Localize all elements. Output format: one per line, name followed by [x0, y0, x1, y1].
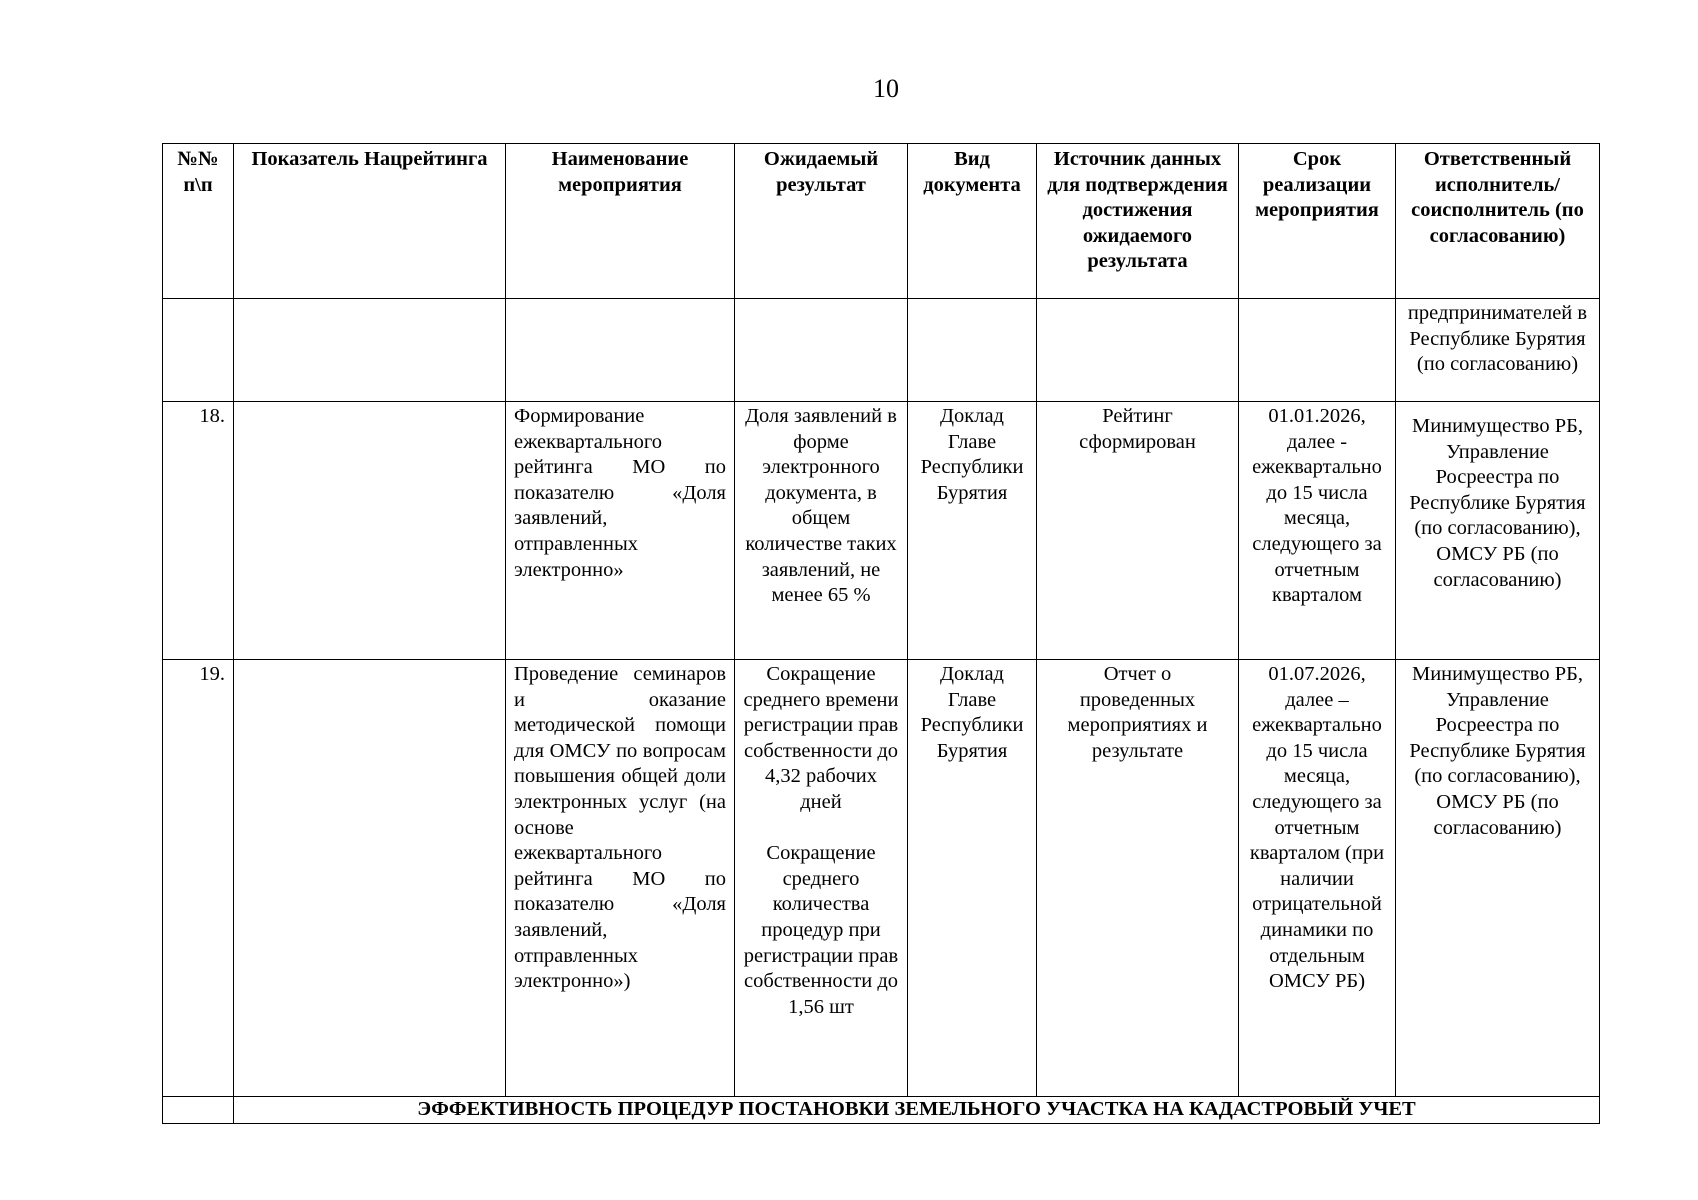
- row-responsible: Минимущество РБ, Управление Росреестра по Республике Бурятия (по согласованию), ОМСУ РБ (по согласованию): [1396, 402, 1600, 660]
- header-deadline: Срок реализации мероприятия: [1239, 144, 1396, 299]
- row-responsible: Минимущество РБ, Управление Росреестра по Республике Бурятия (по согласованию), ОМСУ РБ (по согласованию): [1396, 660, 1600, 1097]
- row-indicator: [234, 402, 506, 660]
- row-number: 18.: [163, 402, 234, 660]
- header-doc-type: Вид документа: [908, 144, 1037, 299]
- row-source: Рейтинг сформирован: [1037, 402, 1239, 660]
- header-result: Ожидаемый результат: [735, 144, 908, 299]
- row-doc-type: Доклад Главе Республики Бурятия: [908, 402, 1037, 660]
- row-result-item: Сокращение среднего времени регистрации прав собственности до 4,32 рабочих дней: [743, 663, 899, 813]
- row-indicator: [234, 660, 506, 1097]
- row-result: [735, 660, 908, 1097]
- row-deadline: 01.07.2026, далее – ежеквартально до 15 числа месяца, следующего за отчетным кварталом (при наличии отрицательной динамики по отдельным ОМСУ РБ): [1239, 660, 1396, 1097]
- header-source: Источник данных для подтверждения достижения ожидаемого результата: [1037, 144, 1239, 299]
- row-result: [735, 402, 908, 660]
- section-row: [163, 1097, 1600, 1124]
- row-event: Формирование ежеквартального рейтинга МО по показателю «Доля заявлений, отправленных электронно»: [506, 402, 735, 660]
- header-indicator: Показатель Нацрейтинга: [234, 144, 506, 299]
- section-title: ЭФФЕКТИВНОСТЬ ПРОЦЕДУР ПОСТАНОВКИ ЗЕМЕЛЬНОГО УЧАСТКА НА КАДАСТРОВЫЙ УЧЕТ: [234, 1097, 1600, 1124]
- table-row: [163, 660, 1600, 1097]
- table-header-row: [163, 144, 1600, 299]
- header-responsible: Ответственный исполнитель/ соисполнитель (по согласованию): [1396, 144, 1600, 299]
- table-row-continuation: [163, 299, 1600, 402]
- row-result-item: Доля заявлений в форме электронного документа, в общем количестве таких заявлений, не менее 65 %: [745, 405, 897, 607]
- row-deadline: 01.01.2026, далее - ежеквартально до 15 числа месяца, следующего за отчетным кварталом: [1239, 402, 1396, 660]
- row-result-item: Сокращение среднего количества процедур при регистрации прав собственности до 1,56 шт: [743, 842, 899, 1018]
- continuation-responsible: предпринимателей в Республике Бурятия (по согласованию): [1396, 299, 1600, 402]
- action-plan-table: [162, 143, 1600, 1124]
- header-number: №№ п\п: [163, 144, 234, 299]
- row-source: Отчет о проведенных мероприятиях и результате: [1037, 660, 1239, 1097]
- header-event: Наименование мероприятия: [506, 144, 735, 299]
- row-number: 19.: [163, 660, 234, 1097]
- row-doc-type: Доклад Главе Республики Бурятия: [908, 660, 1037, 1097]
- page-number: 10: [873, 74, 899, 103]
- table-row: [163, 402, 1600, 660]
- row-event: Проведение семинаров и оказание методической помощи для ОМСУ по вопросам повышения общей доли электронных услуг (на основе ежеквартального рейтинга МО по показателю «Доля заявлений, отправленных электронно»): [506, 660, 735, 1097]
